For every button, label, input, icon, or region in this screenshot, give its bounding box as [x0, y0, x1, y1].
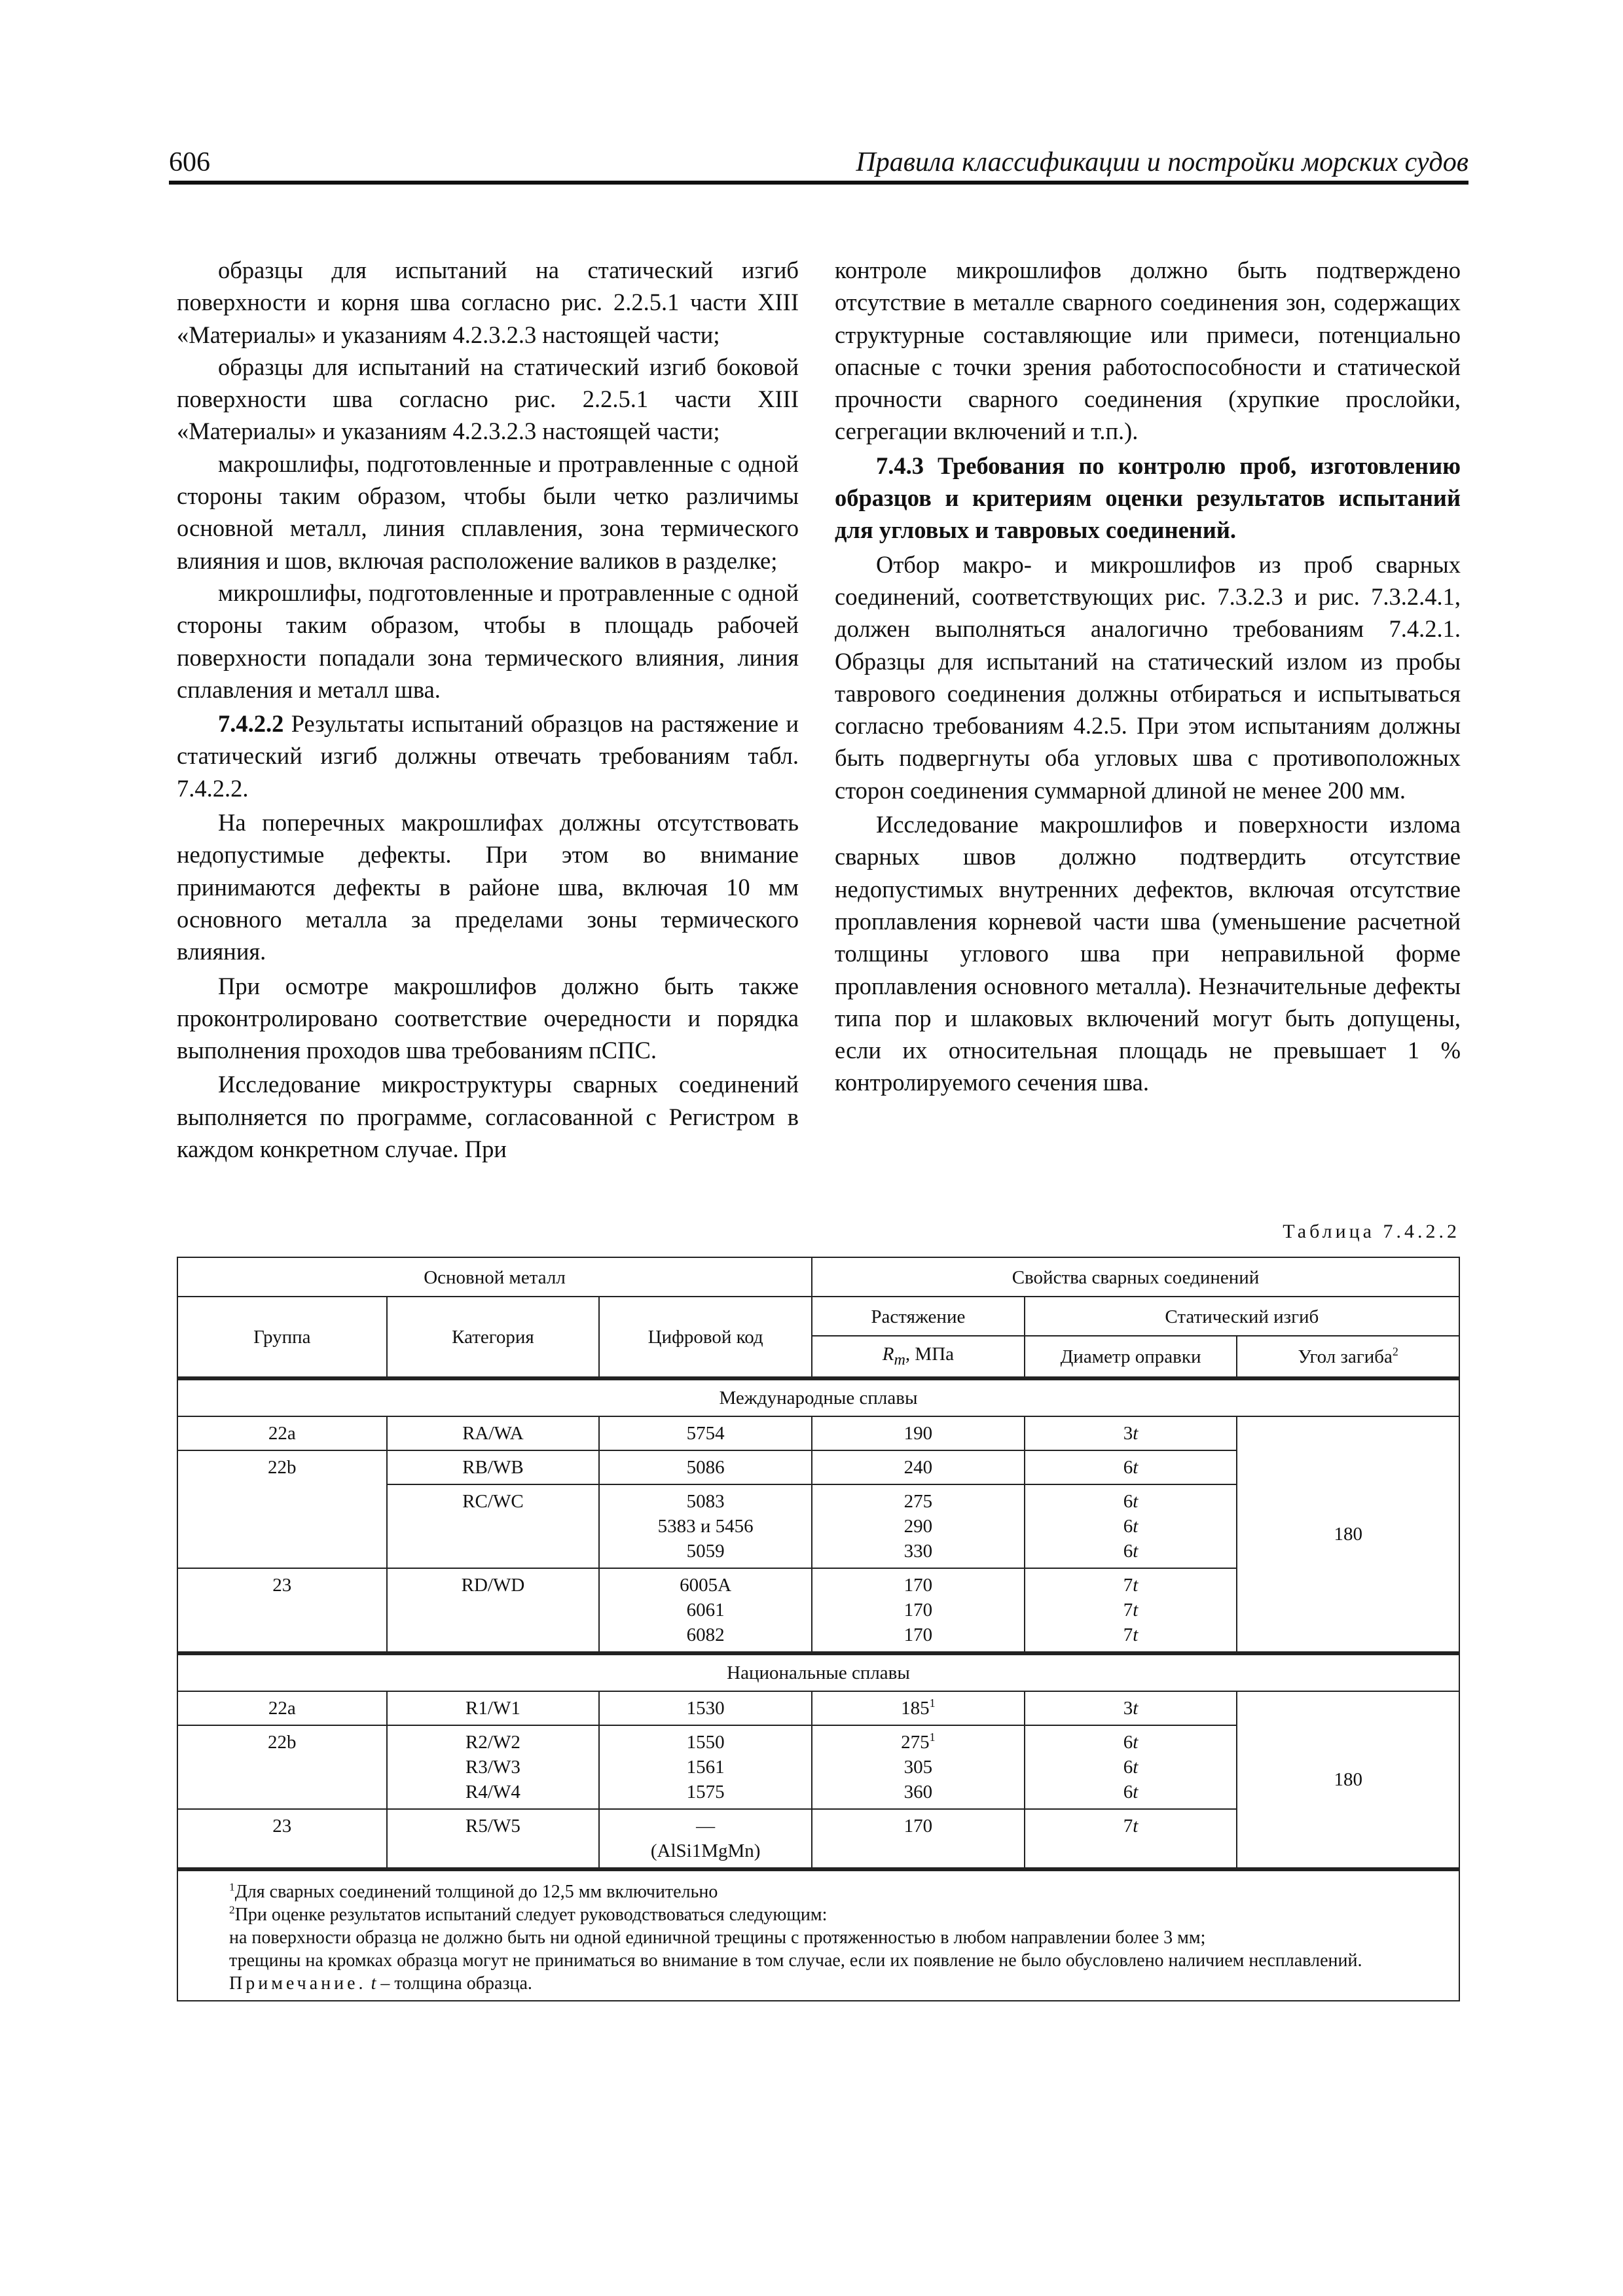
cell-group: 22b	[177, 1450, 387, 1568]
header-tension: Растяжение	[812, 1297, 1025, 1336]
cell-digital-code: 6005A 6061 6082	[599, 1568, 812, 1653]
cell-digital-code: 5086	[599, 1450, 812, 1484]
header-rm: $R_m$, МПа	[812, 1336, 1025, 1378]
cell-bend-angle: 180	[1237, 1416, 1459, 1653]
cell-group: 23	[177, 1809, 387, 1869]
header-category: Категория	[387, 1297, 600, 1378]
cell-digital-code: 1550 1561 1575	[599, 1725, 812, 1809]
header-static-bend: Статический изгиб	[1025, 1297, 1459, 1336]
right-column	[835, 254, 1461, 1099]
cell-rm: $185^1$	[812, 1691, 1025, 1725]
cell-mandrel: 6t 6t 6t	[1025, 1725, 1237, 1809]
cell-category: R5/W5	[387, 1809, 600, 1869]
paragraph: Исследование микроструктуры сварных соединений выполняется по программе, согласованной с Регистром в каждом конкретном случае. При	[177, 1071, 799, 1163]
cell-group: 22a	[177, 1416, 387, 1450]
cell-rm: 170	[812, 1809, 1025, 1869]
cell-category: RD/WD	[387, 1568, 600, 1653]
cell-rm: 190	[812, 1416, 1025, 1450]
cell-category: R2/W2 R3/W3 R4/W4	[387, 1725, 600, 1809]
cell-category: RA/WA	[387, 1416, 600, 1450]
left-column	[177, 254, 799, 1165]
section-7422-paragraph	[177, 708, 799, 804]
intl-rows	[177, 1416, 1459, 1653]
paragraph: микрошлифы, подготовленные и протравленные с одной стороны таким образом, чтобы в площадь рабочей поверхности попадали зона термического влияния, линия сплавления и металл шва.	[177, 579, 799, 703]
table-notes	[177, 1869, 1459, 2001]
page-header	[169, 143, 1468, 185]
cell-digital-code: 1530	[599, 1691, 812, 1725]
cell-mandrel: 7t	[1025, 1809, 1237, 1869]
footnote-2a: на поверхности образца не должно быть ни одной единичной трещины с протяженностью в любом направлении более 3 мм;	[229, 1927, 1206, 1948]
table-note: Примечание. t – толщина образца.	[229, 1973, 532, 1994]
cell-category: RB/WB	[387, 1450, 600, 1484]
section-743-heading: 7.4.3 Требования по контролю проб, изготовлению образцов и критериям оценки результатов испытаний для угловых и тавровых соединений.	[835, 452, 1461, 544]
header-digital-code: Цифровой код	[599, 1297, 812, 1378]
header-bend-angle: Угол загиба$^2$	[1237, 1336, 1459, 1378]
cell-mandrel: 6t	[1025, 1450, 1237, 1484]
data-table	[177, 1257, 1460, 2001]
cell-bend-angle: 180	[1237, 1691, 1459, 1869]
section-number: 7.4.2.2	[218, 710, 284, 738]
running-title: Правила классификации и постройки морских судов	[856, 147, 1468, 177]
nat-rows	[177, 1691, 1459, 1869]
cell-mandrel: 3t	[1025, 1416, 1237, 1450]
footnote-1: $^1$Для сварных соединений толщиной до 12,5 мм включительно	[229, 1880, 718, 1902]
cell-digital-code: — (AlSi1MgMn)	[599, 1809, 812, 1869]
footnote-2: $^2$При оценке результатов испытаний следует руководствоваться следующим:	[229, 1903, 828, 1925]
footnote-2b: трещины на кромках образца могут не приниматься во внимание в том случае, если их появление не было обусловлено наличием несплавлений.	[229, 1950, 1362, 1971]
paragraph: образцы для испытаний на статический изгиб боковой поверхности шва согласно рис. 2.2.5.1 части XIII «Материалы» и указаниям 4.2.3.2.3 настоящей части;	[177, 353, 799, 445]
header-weld-props: Свойства сварных соединений	[812, 1257, 1459, 1297]
paragraph: контроле микрошлифов должно быть подтверждено отсутствие в металле сварного соединения зон, содержащих структурные составляющие или примеси, потенциально опасные с точки зрения работоспособности и статической прочности сварного соединения (хрупкие прослойки, сегрегации включений и т.п.).	[835, 257, 1461, 445]
cell-mandrel: 6t 6t 6t	[1025, 1484, 1237, 1568]
paragraph: При осмотре макрошлифов должно быть также проконтролировано соответствие очередности и порядка выполнения проходов шва требованиям пСПС.	[177, 972, 799, 1064]
cell-group: 22b	[177, 1725, 387, 1809]
cell-group: 23	[177, 1568, 387, 1653]
cell-category: RC/WC	[387, 1484, 600, 1568]
cell-rm: 275 290 330	[812, 1484, 1025, 1568]
page-number: 606	[169, 147, 210, 177]
table-row	[177, 1691, 1459, 1725]
paragraph: Отбор макро- и микрошлифов из проб сварных соединений, соответствующих рис. 7.3.2.3 и рис. 7.3.2.4.1, должен выполняться аналогично требованиям 7.4.2.1. Образцы для испытаний на статический излом из пробы таврового соединения должны отбираться и испытываться согласно требованиям 4.2.5. При этом испытаниям должны быть подвергнуты оба угловых шва с противоположных сторон соединения суммарной длиной не менее 200 мм.	[835, 550, 1461, 804]
header-mandrel: Диаметр оправки	[1025, 1336, 1237, 1378]
cell-rm: 240	[812, 1450, 1025, 1484]
header-group: Группа	[177, 1297, 387, 1378]
table-caption: Таблица 7.4.2.2	[1283, 1221, 1460, 1242]
section-intl-title: Международные сплавы	[177, 1378, 1459, 1416]
section-text: Результаты испытаний образцов на растяжение и статический изгиб должны отвечать требованиям табл. 7.4.2.2.	[177, 710, 799, 802]
cell-rm: 170 170 170	[812, 1568, 1025, 1653]
cell-group: 22a	[177, 1691, 387, 1725]
paragraph: макрошлифы, подготовленные и протравленные с одной стороны таким образом, чтобы были четко различимы основной металл, линия сплавления, зона термического влияния и шов, включая расположение валиков в разделке;	[177, 450, 799, 574]
table-row	[177, 1416, 1459, 1450]
paragraph: На поперечных макрошлифах должны отсутствовать недопустимые дефекты. При этом во внимание принимаются дефекты в районе шва, включая 10 мм основного металла за пределами зоны термического влияния.	[177, 809, 799, 965]
cell-mandrel: 3t	[1025, 1691, 1237, 1725]
paragraph: Исследование макрошлифов и поверхности излома сварных швов должно подтвердить отсутствие недопустимых внутренних дефектов, включая отсутствие проплавления корневой части шва (уменьшение расчетной толщины углового шва при неправильной форме проплавления основного металла). Незначительные дефекты типа пор и шлаковых включений могут быть допущены, если их относительная площадь не превышает 1 % контролируемого сечения шва.	[835, 811, 1461, 1096]
cell-category: R1/W1	[387, 1691, 600, 1725]
section-nat-title: Национальные сплавы	[177, 1653, 1459, 1691]
header-base-metal: Основной металл	[177, 1257, 812, 1297]
cell-digital-code: 5754	[599, 1416, 812, 1450]
cell-rm: $275^1$ 305 360	[812, 1725, 1025, 1809]
cell-mandrel: 7t 7t 7t	[1025, 1568, 1237, 1653]
paragraph: образцы для испытаний на статический изгиб поверхности и корня шва согласно рис. 2.2.5.1 части XIII «Материалы» и указаниям 4.2.3.2.3 настоящей части;	[177, 257, 799, 348]
cell-digital-code: 5083 5383 и 5456 5059	[599, 1484, 812, 1568]
